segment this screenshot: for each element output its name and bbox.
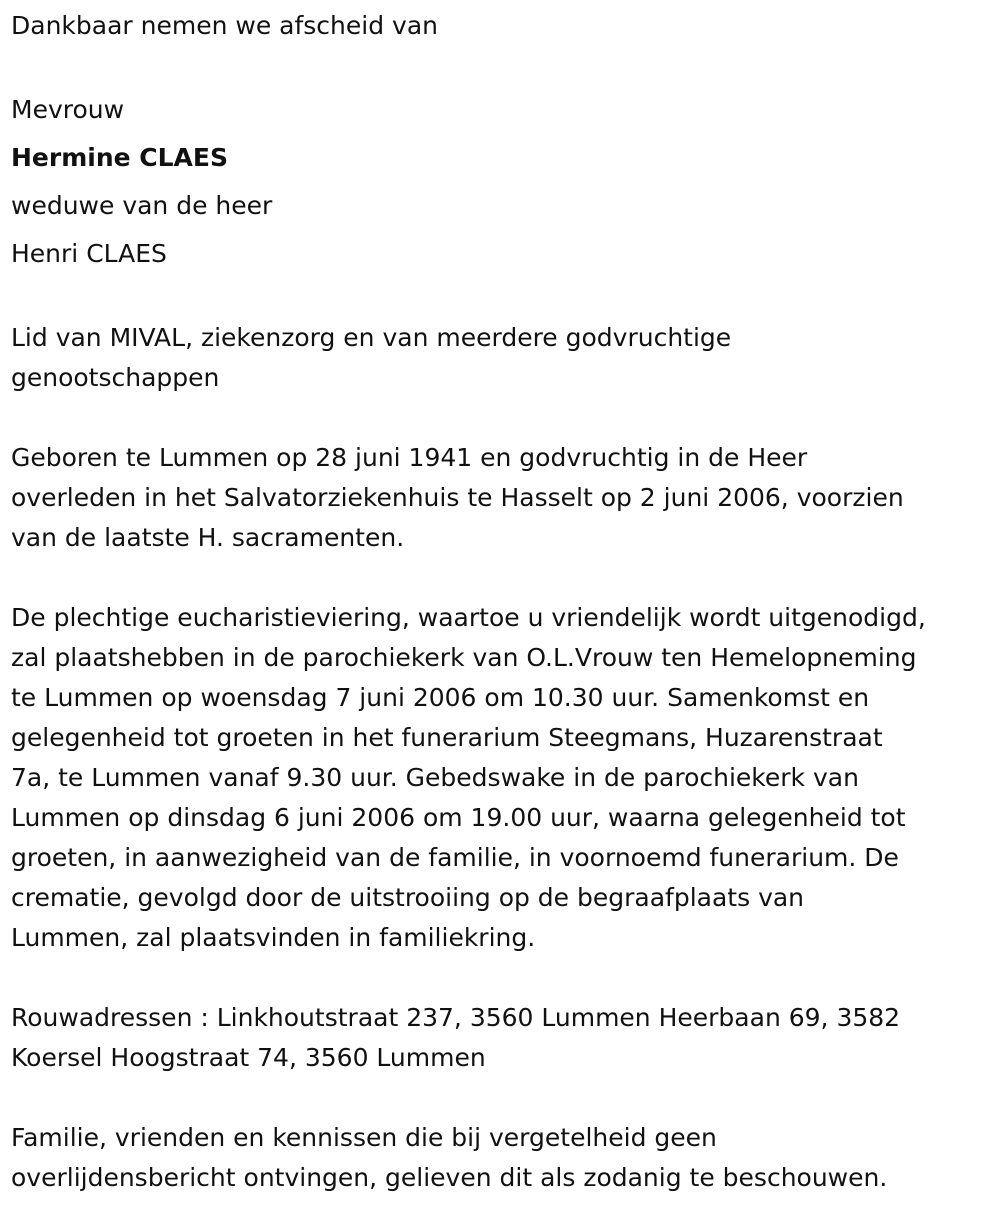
membership-line: Lid van MIVAL, ziekenzorg en van meerdere godvruchtige	[11, 323, 732, 352]
birth-death-line: van de laatste H. sacramenten.	[11, 523, 405, 552]
spacer	[11, 558, 996, 598]
relation-text: weduwe van de heer	[11, 191, 273, 220]
addresses-line: Rouwadressen : Linkhoutstraat 237, 3560 Lummen Heerbaan 69, 3582	[11, 1003, 901, 1032]
spacer	[11, 958, 996, 998]
ceremony-line: zal plaatshebben in de parochiekerk van O.L.Vrouw ten Hemelopneming	[11, 643, 917, 672]
ceremony-line: crematie, gevolgd door de uitstrooiing op de begraafplaats van	[11, 883, 805, 912]
ceremony-line: Lummen, zal plaatsvinden in familiekring.	[11, 923, 536, 952]
spacer	[11, 1078, 996, 1118]
notice-line: overlijdensbericht ontvingen, gelieven dit als zodanig te beschouwen.	[11, 1163, 888, 1192]
spacer	[11, 278, 996, 318]
membership-paragraph	[11, 318, 996, 398]
ceremony-line: De plechtige eucharistieviering, waartoe u vriendelijk wordt uitgenodigd,	[11, 603, 926, 632]
ceremony-paragraph	[11, 598, 996, 958]
notice-paragraph	[11, 1118, 996, 1198]
addresses-line: Koersel Hoogstraat 74, 3560 Lummen	[11, 1043, 486, 1072]
birth-death-paragraph	[11, 438, 996, 558]
birth-death-line: Geboren te Lummen op 28 juni 1941 en godvruchtig in de Heer	[11, 443, 808, 472]
death-notice	[11, 6, 996, 1198]
ceremony-line: gelegenheid tot groeten in het funerarium Steegmans, Huzarenstraat	[11, 723, 883, 752]
ceremony-line: 7a, te Lummen vanaf 9.30 uur. Gebedswake in de parochiekerk van	[11, 763, 859, 792]
ceremony-line: te Lummen op woensdag 7 juni 2006 om 10.30 uur. Samenkomst en	[11, 683, 870, 712]
addresses-paragraph	[11, 998, 996, 1078]
membership-line: genootschappen	[11, 363, 220, 392]
notice-line: Familie, vrienden en kennissen die bij vergetelheid geen	[11, 1123, 717, 1152]
spouse-name: Henri CLAES	[11, 239, 167, 268]
intro-text: Dankbaar nemen we afscheid van	[11, 11, 438, 40]
title-prefix: Mevrouw	[11, 95, 125, 124]
deceased-name: Hermine CLAES	[11, 143, 228, 172]
birth-death-line: overleden in het Salvatorziekenhuis te Hasselt op 2 juni 2006, voorzien	[11, 483, 904, 512]
ceremony-line: groeten, in aanwezigheid van de familie, in voornoemd funerarium. De	[11, 843, 899, 872]
ceremony-line: Lummen op dinsdag 6 juni 2006 om 19.00 uur, waarna gelegenheid tot	[11, 803, 906, 832]
spacer	[11, 46, 996, 86]
spacer	[11, 398, 996, 438]
